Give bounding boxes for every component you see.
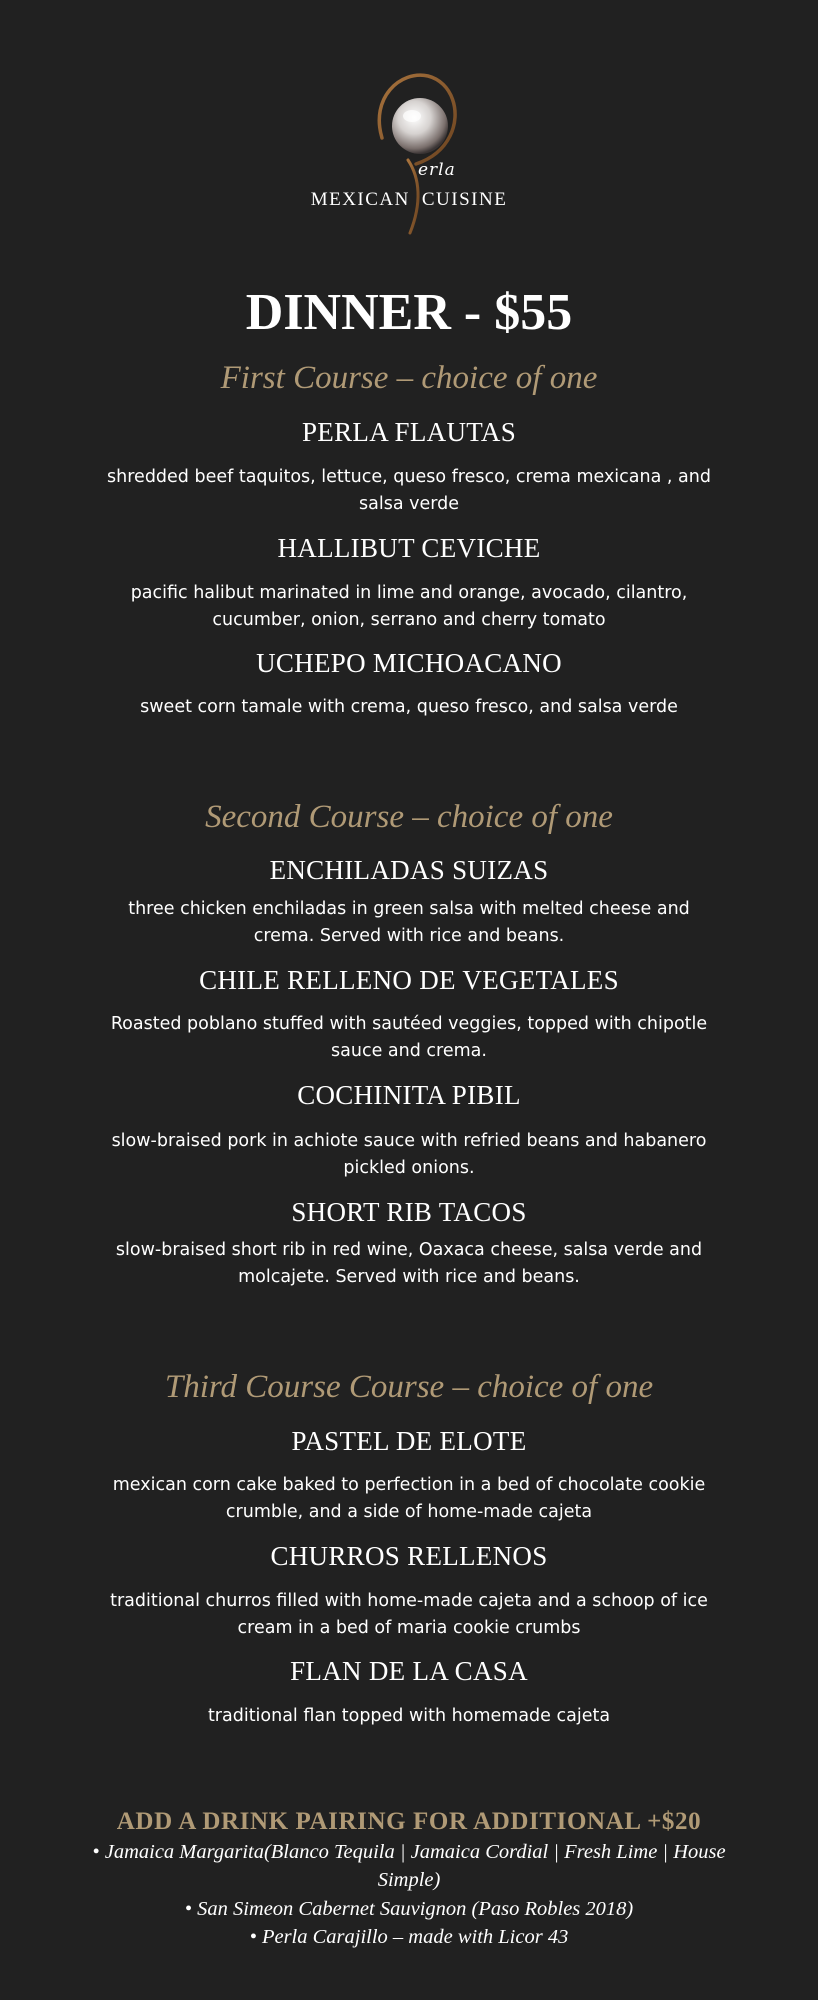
logo-script-text: erla: [418, 160, 456, 180]
logo-tagline: [0, 189, 818, 211]
pearl-logo-icon: [340, 68, 480, 238]
menu-title: DINNER - $55: [245, 284, 573, 341]
dish-description: mexican corn cake baked to perfection in a bed of chocolate cookie crumble, and a side of home-made cajeta: [112, 1475, 706, 1522]
dish-description: shredded beef taquitos, lettuce, queso fresco, crema mexicana , and salsa verde: [107, 467, 711, 514]
dish-name: UCHEPO MICHOACANO: [256, 648, 562, 678]
drink-pairing-item: • Jamaica Margarita(Blanco Tequila | Jamaica Cordial | Fresh Lime | House Simple): [92, 1841, 726, 1891]
course-title-third: Third Course Course – choice of one: [164, 1369, 654, 1405]
dish-name: PERLA FLAUTAS: [301, 417, 517, 447]
drink-pairing-item: • Perla Carajillo – made with Licor 43: [249, 1926, 569, 1948]
dish-description: traditional flan topped with homemade cajeta: [207, 1706, 611, 1726]
dish-name: HALLIBUT CEVICHE: [277, 533, 541, 563]
dish-description: slow-braised pork in achiote sauce with refried beans and habanero pickled onions.: [111, 1131, 707, 1178]
dish-name: COCHINITA PIBIL: [297, 1080, 521, 1110]
logo-tagline-right: CUISINE: [421, 189, 508, 210]
drink-pairing-item: • San Simeon Cabernet Sauvignon (Paso Robles 2018): [184, 1898, 634, 1920]
logo-tagline-left: MEXICAN: [310, 189, 410, 210]
dish-name: SHORT RIB TACOS: [291, 1197, 527, 1227]
course-title-second: Second Course – choice of one: [205, 799, 613, 835]
dish-description: pacific halibut marinated in lime and orange, avocado, cilantro, cucumber, onion, serrano and cherry tomato: [130, 583, 688, 630]
dish-description: Roasted poblano stuffed with sautéed veggies, topped with chipotle sauce and crema.: [110, 1014, 708, 1061]
dish-name: ENCHILADAS SUIZAS: [269, 855, 549, 885]
dish-name: CHURROS RELLENOS: [270, 1541, 548, 1571]
course-title-first: First Course – choice of one: [220, 360, 598, 396]
dish-name: CHILE RELLENO DE VEGETALES: [199, 965, 619, 995]
dish-description: sweet corn tamale with crema, queso fresco, and salsa verde: [140, 697, 678, 717]
dish-description: traditional churros filled with home-made cajeta and a schoop of ice cream in a bed of maria cookie crumbs: [110, 1591, 708, 1638]
dish-description: three chicken enchiladas in green salsa with melted cheese and crema. Served with rice and beans.: [128, 899, 690, 946]
dish-name: FLAN DE LA CASA: [290, 1656, 528, 1686]
restaurant-logo: [0, 68, 818, 238]
dish-name: PASTEL DE ELOTE: [291, 1426, 527, 1456]
dish-description: slow-braised short rib in red wine, Oaxaca cheese, salsa verde and molcajete. Served with rice and beans.: [115, 1240, 703, 1287]
drink-pairing-heading: ADD A DRINK PAIRING FOR ADDITIONAL +$20: [116, 1808, 702, 1835]
